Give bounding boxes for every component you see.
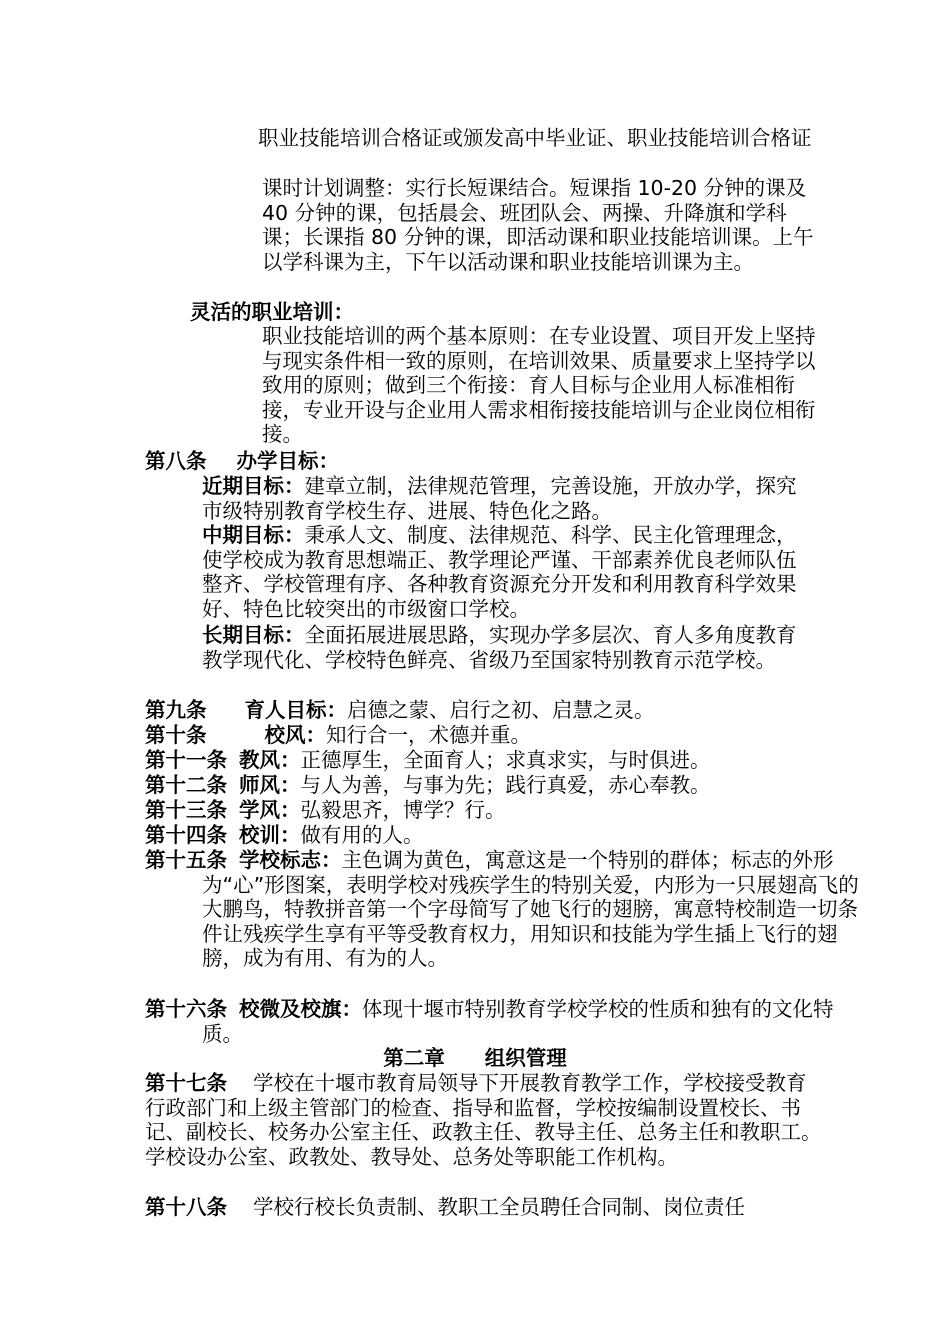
article-9-text: 启德之蒙、启行之初、启慧之灵。 bbox=[347, 698, 655, 722]
mid-term-text: 秉承人文、制度、法律规范、科学、民主化管理理念，使学校成为教育思想端正、教学理论严谨、干部素养优良老师队伍整齐、学校管理有序、各种教育资源充分开发和利用教育科学效果好、特色比较突出的市级窗口学校。 bbox=[202, 523, 797, 621]
article-13-text: 弘毅思齐，博学？行。 bbox=[300, 798, 506, 822]
schedule-paragraph: 课时计划调整：实行长短课结合。短课指 10-20 分钟的课及 40 分钟的课，包括晨会、班团队会、两操、升降旗和学科课；长课指 80 分钟的课，即活动课和职业技能培训课。上午以学科课为主，下午以活动课和职业技能培训课为主。 bbox=[262, 176, 814, 274]
cert-line: 职业技能培训合格证或颁发高中毕业证、职业技能培训合格证 bbox=[258, 126, 812, 150]
long-term-label: 长期目标： bbox=[202, 623, 305, 647]
article-10-text: 知行合一，术德并重。 bbox=[326, 723, 531, 747]
long-term-text: 全面拓展进展思路，实现办学多层次、育人多角度教育教学现代化、学校特色鲜亮、省级乃至国家特别教育示范学校。 bbox=[202, 623, 797, 672]
article-9-title: 育人目标： bbox=[244, 698, 347, 722]
article-8-heading bbox=[145, 449, 845, 474]
article-13-title: 学风： bbox=[239, 798, 301, 822]
mid-term-label: 中期目标： bbox=[202, 523, 305, 547]
article-18-label: 第十八条 bbox=[145, 1195, 227, 1219]
flex-training-body: 职业技能培训的两个基本原则：在专业设置、项目开发上坚持与现实条件相一致的原则，在培训效果、质量要求上坚持学以致用的原则；做到三个衔接：育人目标与企业用人标准相衔接，专业开设与企业用人需求相衔接技能培训与企业岗位相衔接。 bbox=[262, 324, 816, 447]
article-12-text: 与人为善，与事为先；践行真爱，赤心奉教。 bbox=[300, 773, 711, 797]
article-8-title: 办学目标： bbox=[236, 449, 339, 473]
mid-term-goal bbox=[202, 523, 812, 621]
near-term-label: 近期目标： bbox=[202, 474, 305, 498]
article-9 bbox=[145, 698, 845, 723]
article-16-text: 体现十堰市特别教育学校学校的性质和独有的文化特质。 bbox=[202, 997, 834, 1046]
article-16-title: 校微及校旗： bbox=[239, 997, 362, 1021]
near-term-text: 建章立制，法律规范管理，完善设施，开放办学，探究市级特别教育学校生存、进展、特色化之路。 bbox=[202, 474, 797, 523]
article-14-text: 做有用的人。 bbox=[300, 823, 424, 847]
chapter-title: 组织管理 bbox=[484, 1046, 567, 1070]
article-13 bbox=[145, 798, 845, 823]
article-18 bbox=[145, 1195, 825, 1220]
article-15-text: 主色调为黄色，寓意这是一个特别的群体；标志的外形为“心”形图案，表明学校对残疾学生的特别关爱，内形为一只展翅高飞的大鹏鸟，特教拼音第一个字母简写了她飞行的翅膀，寓意特校制造一切条件让残疾学生享有平等受教育权力，用知识和技能为学生插上飞行的翅膀，成为有用、有为的人。 bbox=[202, 848, 859, 971]
article-15 bbox=[145, 848, 870, 971]
article-16 bbox=[145, 997, 870, 1046]
article-10 bbox=[145, 723, 845, 748]
article-11-label: 第十一条 bbox=[145, 748, 227, 772]
article-10-label: 第十条 bbox=[145, 723, 207, 747]
article-15-label: 第十五条 bbox=[145, 848, 227, 872]
article-17-label: 第十七条 bbox=[145, 1071, 227, 1095]
chapter-number: 第二章 bbox=[383, 1046, 445, 1070]
article-13-label: 第十三条 bbox=[145, 798, 227, 822]
article-12-label: 第十二条 bbox=[145, 773, 227, 797]
article-14-label: 第十四条 bbox=[145, 823, 227, 847]
article-17 bbox=[145, 1071, 825, 1169]
article-18-text: 学校行校长负责制、教职工全员聘任合同制、岗位责任 bbox=[253, 1195, 745, 1219]
article-11-title: 教风： bbox=[239, 748, 301, 772]
article-10-title: 校风： bbox=[264, 723, 326, 747]
flex-training-heading: 灵活的职业培训： bbox=[190, 300, 354, 324]
article-15-title: 学校标志： bbox=[239, 848, 342, 872]
article-11-text: 正德厚生，全面育人；求真求实，与时俱进。 bbox=[300, 748, 711, 772]
near-term-goal bbox=[202, 474, 812, 523]
article-11 bbox=[145, 748, 845, 773]
article-8-label: 第八条 bbox=[145, 449, 207, 473]
long-term-goal bbox=[202, 623, 812, 672]
article-14-title: 校训： bbox=[239, 823, 301, 847]
chapter-heading bbox=[0, 1046, 950, 1071]
article-12-title: 师风： bbox=[239, 773, 301, 797]
article-9-label: 第九条 bbox=[145, 698, 207, 722]
article-16-label: 第十六条 bbox=[145, 997, 227, 1021]
article-14 bbox=[145, 823, 845, 848]
article-17-text: 学校在十堰市教育局领导下开展教育教学工作，学校接受教育行政部门和上级主管部门的检查、指导和监督，学校按编制设置校长、书记、副校长、校务办公室主任、政教主任、教导主任、总务主任和教职工。学校设办公室、政教处、教导处、总务处等职能工作机构。 bbox=[145, 1071, 822, 1169]
article-12 bbox=[145, 773, 845, 798]
